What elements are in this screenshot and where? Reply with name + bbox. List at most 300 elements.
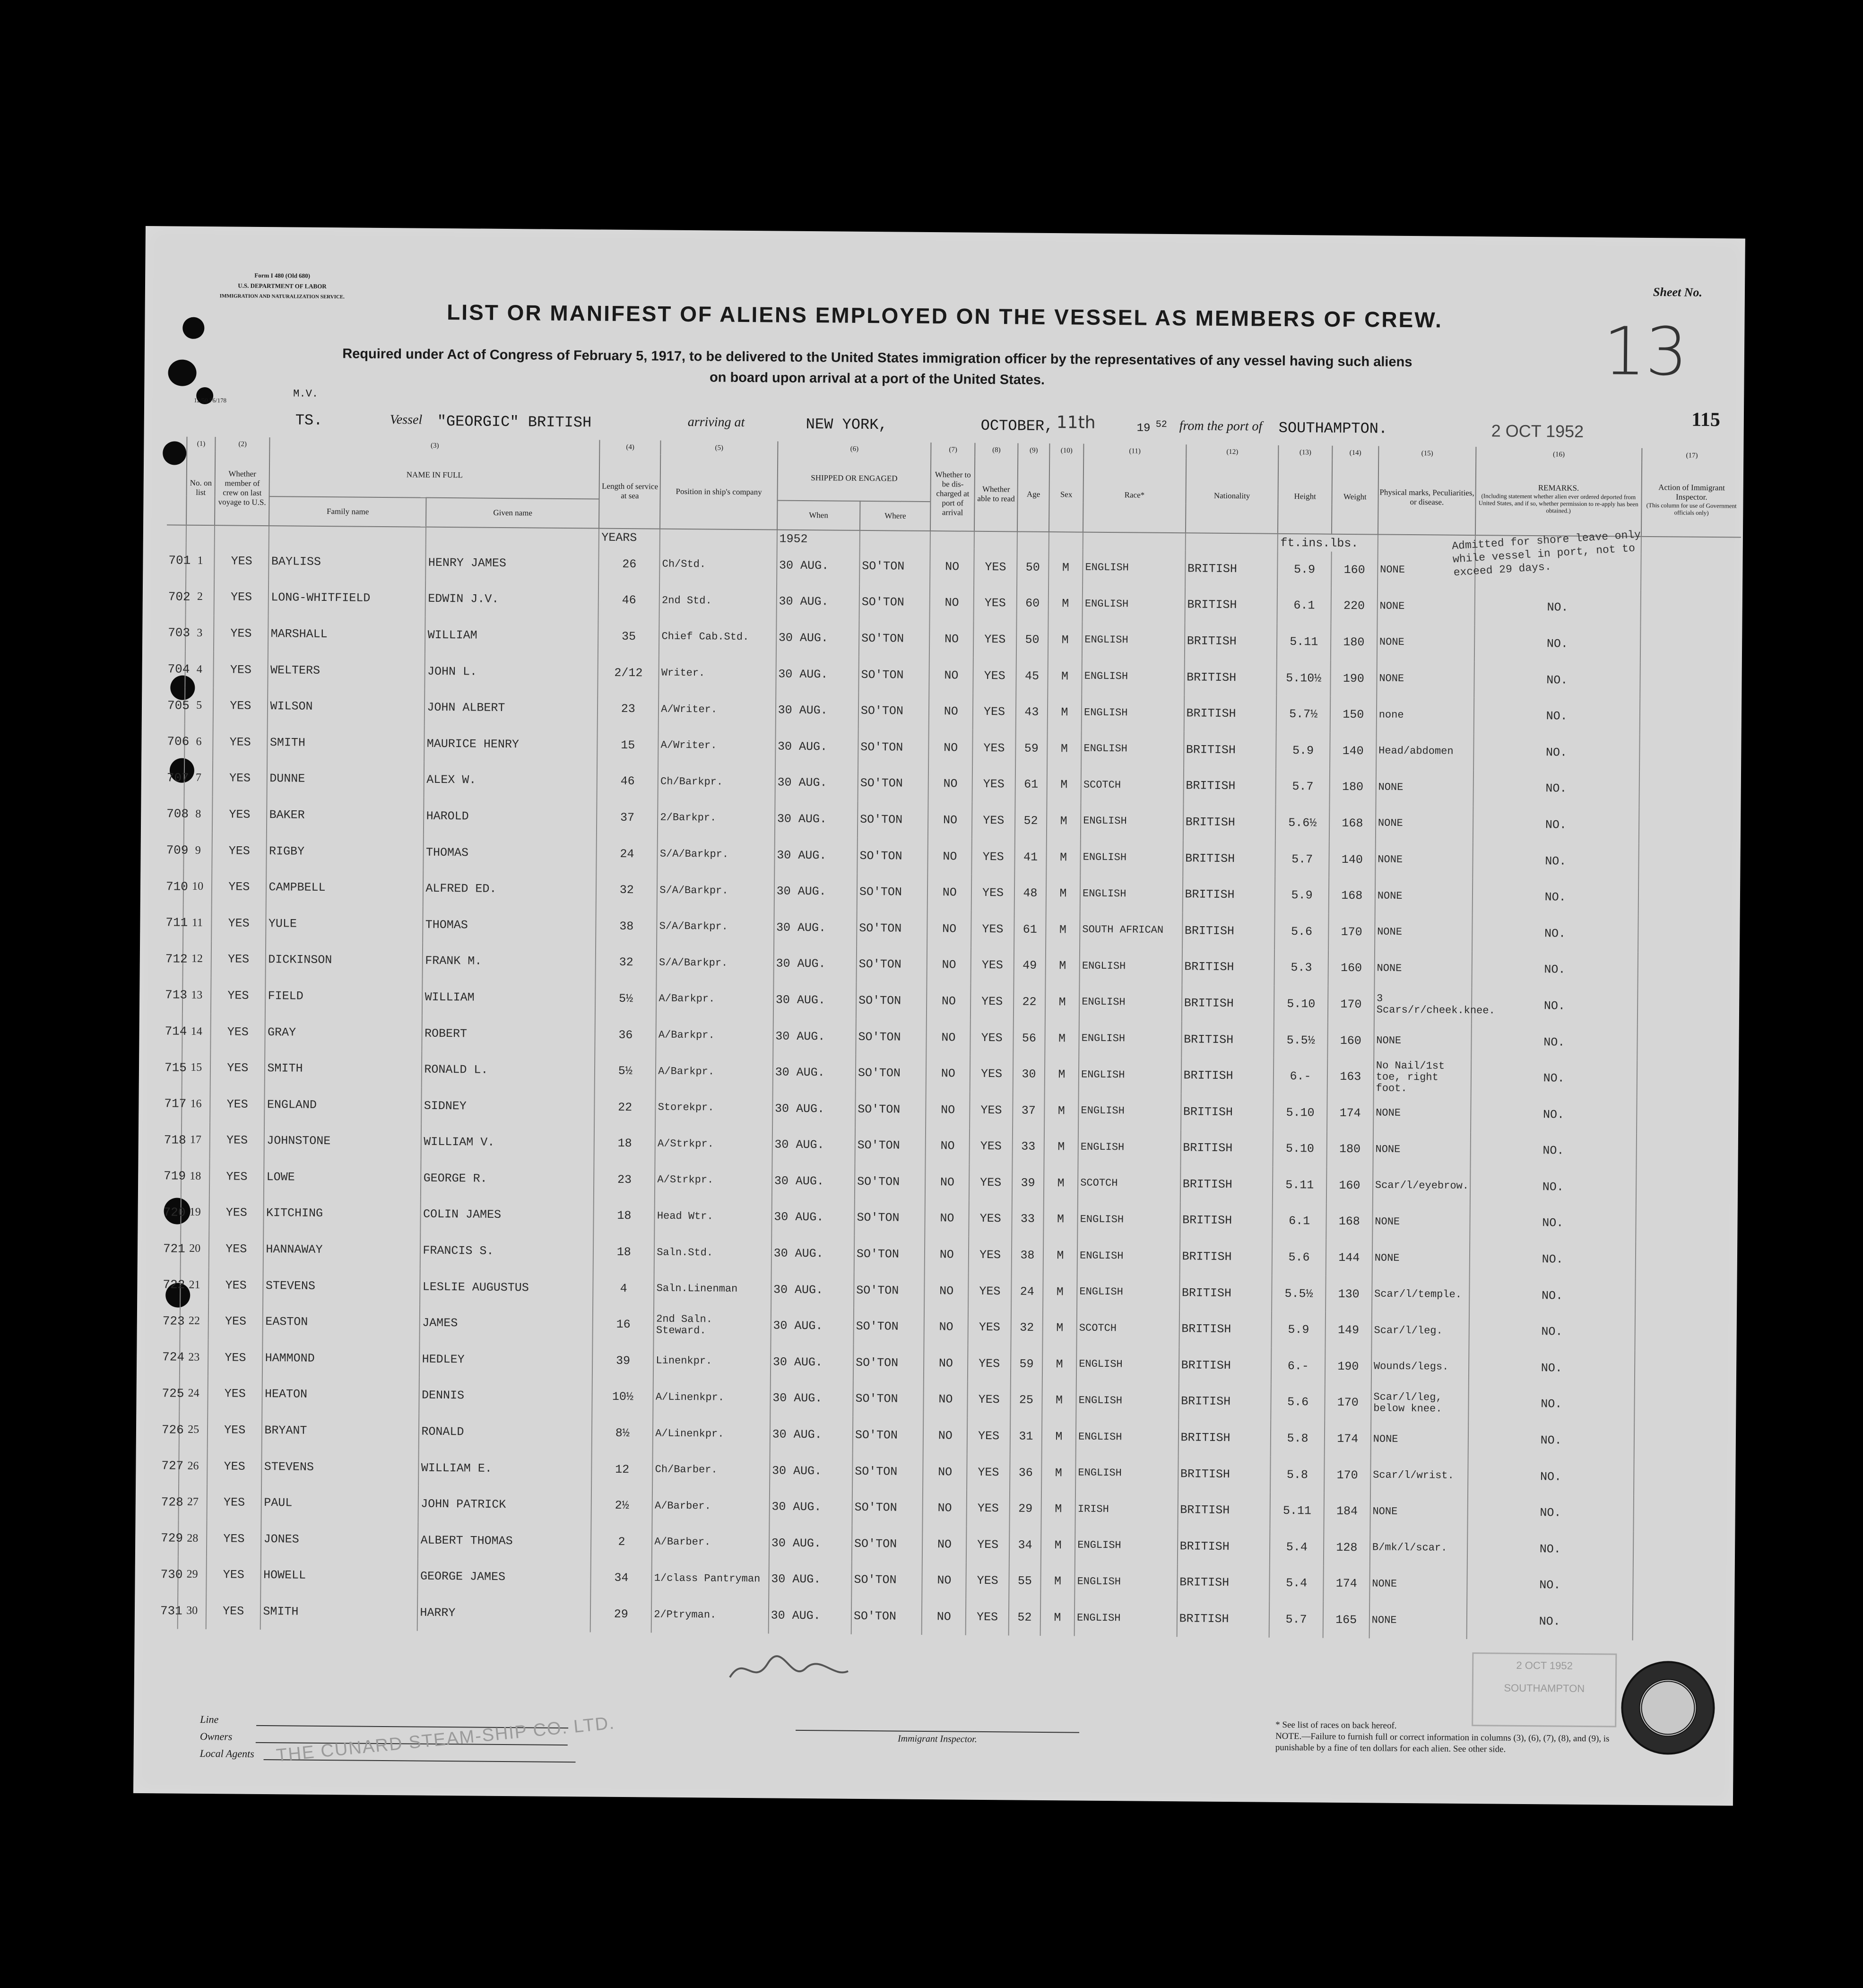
cell-service: 23 [594,1162,655,1198]
cell-marks: NONE [1376,769,1473,806]
cell-sex: M [1041,1491,1075,1527]
from-label: from the port of [1179,418,1263,434]
cell-no: 15 [182,1050,210,1086]
seal-center [1639,1679,1697,1737]
cell-family: KITCHING [264,1195,421,1233]
cell-read: YES [967,1490,1010,1527]
unit-measure: ft.ins.lbs. [1278,534,1378,552]
cell-family: EASTON [263,1303,420,1341]
cell-height: 5.6 [1271,1384,1325,1420]
cell-height: 5.3 [1274,949,1328,986]
cell-disch: NO [924,1345,968,1381]
cell-weight: 150 [1330,696,1377,733]
cell-service: 8½ [592,1415,653,1452]
cell-marks: NONE [1375,914,1473,951]
cell-marks: NONE [1369,1602,1467,1639]
cell-age: 39 [1012,1165,1044,1201]
voyage-prefix: TS. [295,411,323,429]
cell-inspector-action [1638,916,1738,953]
cell-prev: YES [212,868,267,905]
cell-nat: BRITISH [1177,1528,1270,1565]
cell-marks: NONE [1372,1204,1470,1241]
cell-prev: YES [209,1158,264,1195]
cell-height: 5.6½ [1275,805,1329,841]
cell-height: 5.9 [1275,877,1329,913]
header-length-of-service: Length of service at sea [599,454,660,529]
cell-read: YES [967,1418,1010,1454]
cell-sex: M [1048,622,1083,658]
cell-sex: M [1048,694,1082,730]
cell-read: YES [974,549,1017,585]
cell-inspector-action [1639,735,1740,772]
header-sex: Sex [1049,458,1083,532]
cell-height: 5.5½ [1274,1022,1328,1059]
cell-no: 25 [179,1412,208,1448]
cell-position: Ch/Barber. [652,1451,770,1489]
cell-remarks: NO. [1470,1241,1636,1278]
cell-age: 33 [1012,1201,1044,1237]
cell-remarks: NO. [1471,1059,1637,1097]
cell-prev: YES [207,1484,262,1521]
cell-when: 30 AUG. [769,1489,852,1526]
cell-inspector-action [1637,1097,1737,1134]
cell-where: SO'TON [852,1526,923,1563]
cell-weight: 170 [1324,1457,1371,1493]
arrival-month: OCTOBER, [980,417,1054,435]
cell-when: 30 AUG. [768,1597,851,1634]
cell-when: 30 AUG. [772,1054,856,1091]
cell-ref: 714 [165,1024,187,1039]
header-no-on-list: No. on list [186,451,215,525]
cell-age: 52 [1015,803,1047,839]
cell-inspector-action [1634,1423,1734,1460]
cell-position: S/A/Barkpr. [657,945,774,982]
cell-service: 23 [598,691,659,728]
cell-remarks: NO. [1474,661,1640,699]
cell-height: 5.8 [1271,1420,1325,1457]
cell-prev: YES [212,833,267,869]
cell-weight: 149 [1325,1312,1372,1348]
cell-height: 5.11 [1270,1493,1324,1529]
cell-ref: 722 [163,1277,185,1292]
cell-no: 28 [178,1520,207,1557]
cell-inspector-action [1640,590,1741,627]
cell-weight: 170 [1328,986,1375,1023]
cell-race: ENGLISH [1076,1419,1178,1456]
cell-disch: NO [924,1381,968,1418]
cell-marks: No Nail/1st toe, right foot. [1373,1059,1471,1096]
cell-ref: 703 [168,625,191,641]
cell-race: ENGLISH [1079,984,1182,1021]
department: U.S. DEPARTMENT OF LABOR [238,282,327,290]
cell-prev: YES [206,1557,261,1593]
cell-family: DUNNE [267,761,425,798]
manifest-page [133,226,1745,1806]
cell-given: WILLIAM [422,979,596,1016]
cell-when: 30 AUG. [775,728,858,765]
cell-race: ENGLISH [1074,1600,1177,1637]
cell-where: SO'TON [856,946,927,983]
cell-nat: BRITISH [1184,731,1276,768]
cell-marks: 3 Scars/r/cheek.knee. [1374,987,1472,1024]
cell-age: 60 [1016,585,1048,622]
cell-position: Saln.Linenman [654,1270,771,1308]
cell-ref: 701 [168,553,191,568]
year-prefix: 19 [1136,422,1151,435]
cell-race: ENGLISH [1078,1093,1181,1129]
official-seal [1621,1661,1716,1755]
cell-nat: BRITISH [1177,1564,1270,1601]
cell-sex: M [1048,549,1083,586]
arrival-port: NEW YORK, [806,415,888,434]
cell-prev: YES [213,760,268,797]
cell-age: 55 [1009,1563,1041,1599]
cell-height: 5.5½ [1272,1276,1326,1312]
cell-no: 24 [180,1375,208,1412]
cell-family: HANNAWAY [263,1231,421,1268]
cell-no: 16 [182,1086,210,1122]
cell-race: SOUTH AFRICAN [1080,912,1182,949]
cell-sex: M [1046,875,1081,912]
col-num: (17) [1642,448,1742,463]
cell-remarks: NO. [1472,951,1638,989]
cell-no: 22 [180,1303,208,1339]
cell-read: YES [973,658,1016,694]
cell-prev: YES [214,579,269,616]
cell-ref: 719 [164,1169,186,1184]
cell-marks: NONE [1370,1493,1468,1530]
penalty-note: NOTE.—Failure to furnish full or correct information in columns (3), (6), (7), (8), and (9), is punishable by a fine of ten dollars for each alien. See other side. [1275,1731,1610,1754]
cell-remarks: NO. [1468,1386,1634,1423]
cell-inspector-action [1640,626,1740,663]
cell-height: 5.10 [1274,1094,1327,1131]
cell-service: 29 [590,1596,651,1633]
cell-read: YES [971,911,1014,947]
cell-marks: Scar/l/leg, below knee. [1371,1385,1469,1422]
cell-given: ALEX W. [424,762,598,799]
cell-family: FIELD [265,978,423,1015]
cell-no: 13 [182,977,211,1014]
cell-race: ENGLISH [1076,1346,1179,1383]
cell-where: SO'TON [852,1489,923,1526]
cell-weight: 220 [1331,588,1378,624]
cell-ref: 731 [160,1603,182,1618]
cell-remarks: NO. [1467,1530,1633,1568]
vessel-name: "GEORGIC" BRITISH [437,412,592,432]
cell-position: Chief Cab.Std. [659,619,776,656]
cell-age: 29 [1009,1491,1041,1527]
cell-read: YES [971,875,1014,911]
cell-given: GEORGE R. [421,1160,594,1198]
col-num: (7) [931,443,975,457]
cell-family: HAMMOND [262,1340,420,1377]
cell-ref: 709 [166,843,189,858]
cell-no: 26 [179,1448,207,1484]
cell-position: A/Linenkpr. [653,1379,771,1416]
sheet-number: 13 [1603,313,1688,391]
cell-service: 2½ [591,1487,652,1524]
cell-position: Saln.Std. [654,1234,771,1272]
cell-family: BRYANT [262,1412,419,1450]
cell-given: ALBERT THOMAS [418,1522,591,1560]
cell-when: 30 AUG. [770,1380,853,1417]
cell-read: YES [966,1563,1009,1599]
cell-weight: 168 [1326,1203,1373,1240]
cell-family: HOWELL [261,1557,418,1595]
cell-nat: BRITISH [1181,1021,1274,1058]
cell-height: 6.- [1271,1348,1325,1384]
col-num: (2) [215,437,270,451]
cell-inspector-action [1637,1025,1737,1062]
cell-position: S/A/Barkpr. [657,908,774,946]
cell-position: A/Barber. [652,1488,770,1525]
cell-nat: BRITISH [1181,985,1274,1022]
cell-family: HEATON [262,1376,420,1414]
cell-prev: YES [209,1231,264,1267]
cell-race: ENGLISH [1079,1020,1181,1057]
col-num: (15) [1378,446,1476,461]
cell-family: WELTERS [268,652,425,689]
cell-remarks: NO. [1473,806,1639,843]
cell-height: 5.7 [1276,768,1330,805]
cell-height: 5.10 [1273,1130,1327,1167]
cell-age: 32 [1011,1310,1043,1346]
cell-inspector-action [1639,699,1740,736]
cell-weight: 144 [1326,1240,1372,1276]
cell-prev: YES [206,1593,261,1629]
cell-marks: NONE [1373,1095,1471,1132]
cell-marks: Scar/l/leg. [1371,1312,1469,1349]
line-label: Line [200,1713,219,1726]
cell-weight: 190 [1330,660,1377,696]
cell-service: 32 [596,872,657,909]
cell-inspector-action [1636,1170,1736,1207]
cell-prev: YES [208,1339,263,1376]
col-num: (14) [1332,446,1378,460]
cell-inspector-action [1634,1459,1734,1496]
cell-age: 45 [1016,658,1048,694]
cell-given: ALFRED ED. [423,870,597,908]
cell-weight: 168 [1329,877,1376,914]
cell-prev: YES [209,1195,264,1231]
cell-disch: NO [922,1598,966,1635]
cell-weight: 170 [1328,914,1375,950]
cell-family: LONG-WHITFIELD [269,580,426,617]
cell-remarks: NO. [1472,987,1638,1024]
cell-family: MARSHALL [268,616,425,653]
cell-ref: 717 [164,1096,187,1111]
cell-ref: 708 [166,807,189,822]
cell-service: 12 [591,1451,652,1488]
cell-where: SO'TON [856,1055,927,1092]
cell-remarks: NO. [1474,697,1640,735]
cell-family: STEVENS [263,1267,421,1305]
cell-remarks: NO. [1468,1422,1634,1459]
cell-position: Storekpr. [655,1089,772,1127]
cell-weight: 160 [1331,552,1378,588]
cell-race: SCOTCH [1077,1310,1179,1347]
cell-remarks: NO. [1470,1205,1636,1242]
cell-age: 30 [1013,1056,1045,1093]
cell-no: 12 [183,941,211,977]
cell-prev: YES [211,905,266,941]
cell-disch: NO [923,1490,967,1526]
cell-weight: 130 [1326,1276,1372,1312]
cell-no: 9 [184,832,212,868]
cell-family: JOHNSTONE [264,1123,422,1160]
cell-where: SO'TON [858,729,929,766]
cell-no: 10 [183,868,212,905]
cell-race: ENGLISH [1083,586,1185,623]
cell-given: THOMAS [423,907,597,944]
header-able-to-read: Whether able to read [974,457,1018,532]
cell-read: YES [974,585,1017,621]
cell-position: 2nd Std. [659,582,777,620]
cell-family: BAYLISS [269,543,426,581]
cell-where: SO'TON [854,1236,925,1273]
cell-weight: 168 [1329,805,1376,842]
punch-hole [168,359,196,386]
cell-ref: 711 [165,915,188,930]
cell-inspector-action [1640,663,1740,700]
header-physical-marks: Physical marks, Peculiarities, or disease. [1378,460,1476,535]
cell-service: 46 [597,763,658,800]
col-num: (16) [1476,447,1642,462]
cell-position: A/Strkpr. [655,1162,772,1199]
cell-service: 26 [599,546,660,583]
cell-no: 27 [179,1484,207,1520]
cell-sex: M [1044,1093,1079,1129]
cell-ref: 718 [164,1133,186,1147]
port-stamp [1472,1652,1617,1727]
cell-nat: BRITISH [1185,587,1277,624]
cell-remarks: NO. [1472,915,1638,952]
cell-given: WILLIAM V. [421,1124,595,1161]
cell-prev: YES [213,651,268,688]
cell-prev: YES [213,724,268,760]
cell-no: 14 [182,1013,211,1050]
cell-inspector-action [1635,1314,1735,1351]
cell-height: 5.6 [1272,1239,1326,1276]
cell-read: YES [970,1092,1013,1129]
cell-inspector-action [1638,807,1739,844]
cell-height: 5.11 [1277,624,1331,660]
cell-no: 8 [184,796,212,833]
cell-disch: NO [924,1273,968,1309]
cell-sex: M [1043,1274,1077,1310]
cell-given: JOHN L. [425,653,598,690]
inspector-note: (This column for use of Government officials only) [1646,501,1737,516]
cell-age: 37 [1013,1092,1045,1129]
cell-ref: 704 [167,662,190,677]
cell-height: 5.7 [1275,841,1329,877]
cell-age: 56 [1013,1020,1045,1056]
cell-no: 5 [185,687,213,724]
cell-nat: BRITISH [1182,949,1274,986]
cell-disch: NO [929,657,973,694]
cell-position: 2/Ptryman. [651,1597,769,1634]
cell-where: SO'TON [859,620,930,657]
cell-read: YES [970,1056,1013,1092]
cell-service: 36 [595,1016,656,1053]
cell-weight: 180 [1331,624,1378,660]
cell-age: 50 [1017,549,1049,586]
cell-remarks: NO. [1469,1277,1635,1314]
cell-marks: NONE [1373,1131,1471,1168]
cell-race: ENGLISH [1080,839,1183,876]
cell-when: 30 AUG. [774,837,858,874]
cell-position: 1/class Pantryman [652,1560,769,1597]
cell-age: 43 [1016,694,1048,730]
cell-remarks: NO. [1469,1313,1635,1351]
cell-height: 5.9 [1278,551,1332,588]
cell-nat: BRITISH [1178,1419,1271,1456]
cell-family: LOWE [264,1159,421,1196]
cell-no: 18 [181,1158,209,1195]
cell-inspector-action [1633,1532,1733,1569]
cell-service: 22 [595,1089,656,1126]
col-num: (12) [1186,444,1279,460]
cell-marks: NONE [1374,950,1472,987]
cell-disch: NO [924,1309,968,1345]
cell-ref: 720 [163,1205,186,1220]
cell-ref: 727 [161,1458,184,1473]
cell-family: BAKER [267,797,424,834]
races-note: * See list of races on back hereof. [1275,1719,1397,1731]
cell-read: YES [971,947,1014,983]
cell-disch: NO [926,1055,970,1092]
header-weight: Weight [1332,460,1378,535]
cell-service: 34 [591,1560,652,1597]
cell-given: JOHN ALBERT [425,689,598,727]
cell-race: IRISH [1075,1491,1178,1528]
cell-height: 6.1 [1273,1203,1326,1239]
cell-nat: BRITISH [1178,1492,1270,1529]
cell-weight: 170 [1325,1384,1371,1421]
cell-when: 30 AUG. [771,1271,854,1308]
cell-race: SCOTCH [1078,1165,1180,1202]
cell-inspector-action [1634,1351,1734,1388]
cell-marks: Scar/l/wrist. [1370,1457,1468,1494]
cell-when: 30 AUG. [773,982,857,1019]
cell-disch: NO [928,802,972,838]
cell-height: 5.7 [1269,1601,1323,1638]
cell-position: Linenkpr. [653,1343,771,1380]
cell-given: HAROLD [424,798,597,835]
cell-sex: M [1042,1418,1076,1455]
cell-read: YES [969,1164,1012,1201]
cell-race: ENGLISH [1074,1563,1177,1600]
cell-no: 4 [185,651,214,687]
header-shipped: SHIPPED OR ENGAGED [777,456,931,502]
cell-ref: 705 [167,698,190,713]
cell-family: YULE [266,905,424,943]
cell-inspector-action [1637,989,1737,1025]
cell-family: CAMPBELL [266,869,424,906]
cell-when: 30 AUG. [770,1452,853,1489]
cell-weight: 184 [1324,1493,1370,1529]
cell-marks: Wounds/legs. [1371,1349,1469,1386]
cell-family: SMITH [265,1050,422,1087]
cell-prev: YES [208,1376,262,1412]
cell-given: GEORGE JAMES [418,1558,591,1596]
cell-no: 2 [186,579,214,615]
cell-when: 30 AUG. [770,1416,853,1453]
col-num: (4) [600,440,661,455]
cell-prev: YES [208,1303,263,1340]
cell-disch: NO [927,947,971,983]
cell-when: 30 AUG. [772,1163,855,1200]
